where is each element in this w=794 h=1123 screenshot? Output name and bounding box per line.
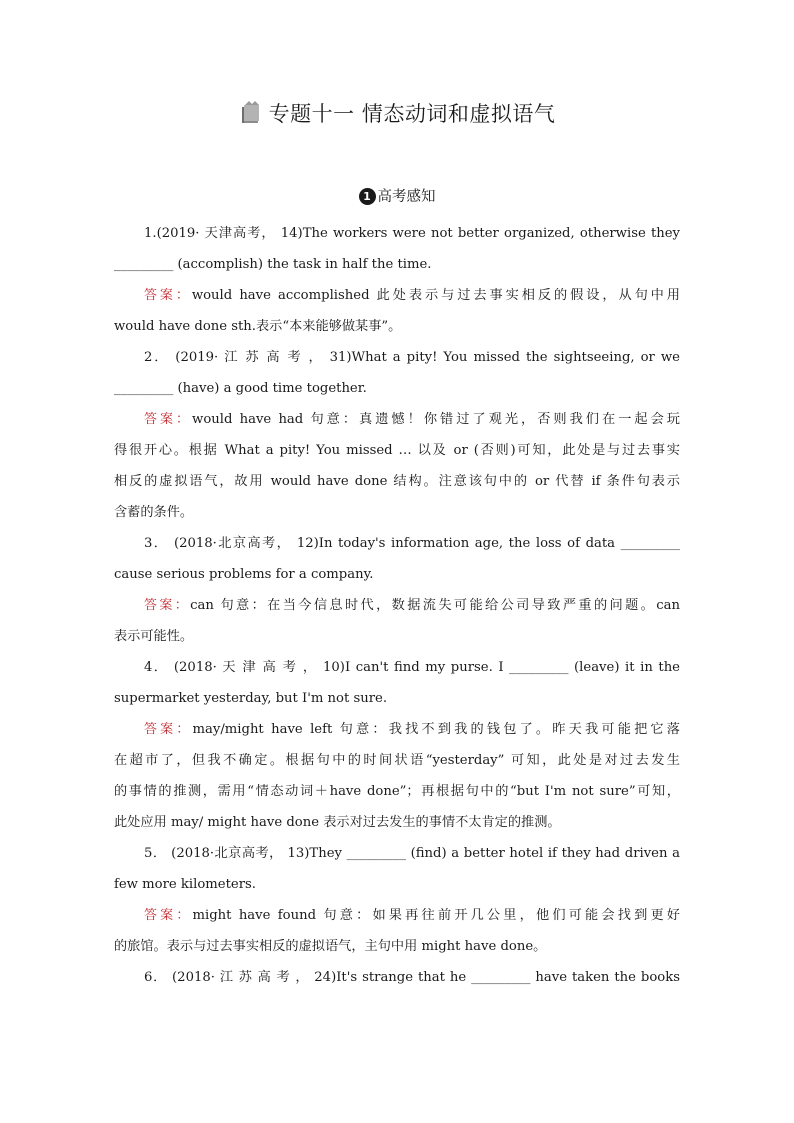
line-text: would have done sth.表示“本来能够做某事”。: [114, 319, 402, 334]
line-text: 3． (2018·北京高考， 12)In today's information age, the loss of data _________: [144, 536, 680, 551]
line-text: might have found 句意：如果再往前开几公里，他们可能会找到更好: [192, 908, 680, 923]
line-text: would have had 句意：真遗憾！你错过了观光，否则我们在一起会玩: [192, 412, 680, 427]
line-text: 1.(2019· 天津高考， 14)The workers were not better organized, otherwise they: [144, 226, 680, 241]
text-line: [114, 776, 680, 807]
answer-label: 答案：: [144, 908, 193, 923]
answer-line: [114, 590, 680, 621]
line-text: would have accomplished 此处表示与过去事实相反的假设，从句中用: [191, 288, 680, 303]
text-line: [114, 683, 680, 714]
line-text: 得很开心。根据 What a pity! You missed … 以及 or (否则)可知，此处是与过去事实: [114, 443, 680, 458]
text-line: [114, 807, 680, 838]
answer-line: [114, 714, 680, 745]
text-line: [114, 466, 680, 497]
text-line: [114, 931, 680, 962]
answer-label: 答案：: [144, 598, 191, 613]
section-number-badge: 1: [359, 188, 376, 205]
text-line: [114, 435, 680, 466]
answer-label: 答案：: [144, 288, 192, 303]
line-text: may/might have left 句意：我找不到我的钱包了。昨天我可能把它落: [192, 722, 680, 737]
answer-line: [114, 900, 680, 931]
line-text: _________ (accomplish) the task in half the time.: [114, 257, 432, 272]
line-text: _________ (have) a good time together.: [114, 381, 367, 396]
book-icon: [239, 100, 263, 124]
section-label: 高考感知: [377, 189, 436, 205]
answer-line: [114, 404, 680, 435]
line-text: 的事情的推测，需用“情态动词＋have done”；再根据句中的“but I'm not sure”可知，: [114, 784, 680, 799]
line-text: cause serious problems for a company.: [114, 567, 374, 582]
line-text: 表示可能性。: [114, 629, 194, 644]
line-text: supermarket yesterday, but I'm not sure.: [114, 691, 388, 706]
page-title: [0, 98, 794, 128]
text-line: [114, 745, 680, 776]
text-line: [114, 559, 680, 590]
text-line: [114, 838, 680, 869]
section-heading: [0, 185, 794, 206]
line-text: 相反的虚拟语气，故用 would have done 结构。注意该句中的 or 代替 if 条件句表示: [114, 474, 680, 489]
text-line: [114, 249, 680, 280]
line-text: 此处应用 may/ might have done 表示对过去发生的事情不太肯定的推测。: [114, 815, 561, 830]
line-text: 4． (2018· 天 津 高 考 ， 10)I can't find my purse. I _________ (leave) it in the: [144, 660, 680, 675]
text-line: [114, 962, 680, 993]
text-line: [114, 373, 680, 404]
text-line: [114, 342, 680, 373]
line-text: 含蓄的条件。: [114, 505, 194, 520]
answer-label: 答案：: [144, 722, 193, 737]
text-line: [114, 652, 680, 683]
line-text: few more kilometers.: [114, 877, 256, 892]
title-text: 专题十一 情态动词和虚拟语气: [268, 102, 556, 126]
text-line: [114, 218, 680, 249]
line-text: 5． (2018·北京高考， 13)They _________ (find) a better hotel if they had driven a: [144, 846, 680, 861]
text-line: [114, 497, 680, 528]
text-line: [114, 869, 680, 900]
text-line: [114, 311, 680, 342]
answer-line: [114, 280, 680, 311]
line-text: 2． (2019· 江 苏 高 考 ， 31)What a pity! You missed the sightseeing, or we: [144, 350, 680, 365]
line-text: 的旅馆。表示与过去事实相反的虚拟语气，主句中用 might have done。: [114, 939, 547, 954]
question-content: [114, 218, 680, 993]
answer-label: 答案：: [144, 412, 193, 427]
text-line: [114, 621, 680, 652]
line-text: 在超市了，但我不确定。根据句中的时间状语“yesterday” 可知，此处是对过去发生: [114, 753, 680, 768]
text-line: [114, 528, 680, 559]
line-text: 6． (2018· 江 苏 高 考 ， 24)It's strange that he _________ have taken the books: [144, 970, 680, 985]
line-text: can 句意：在当今信息时代，数据流失可能给公司导致严重的问题。can: [190, 598, 680, 613]
